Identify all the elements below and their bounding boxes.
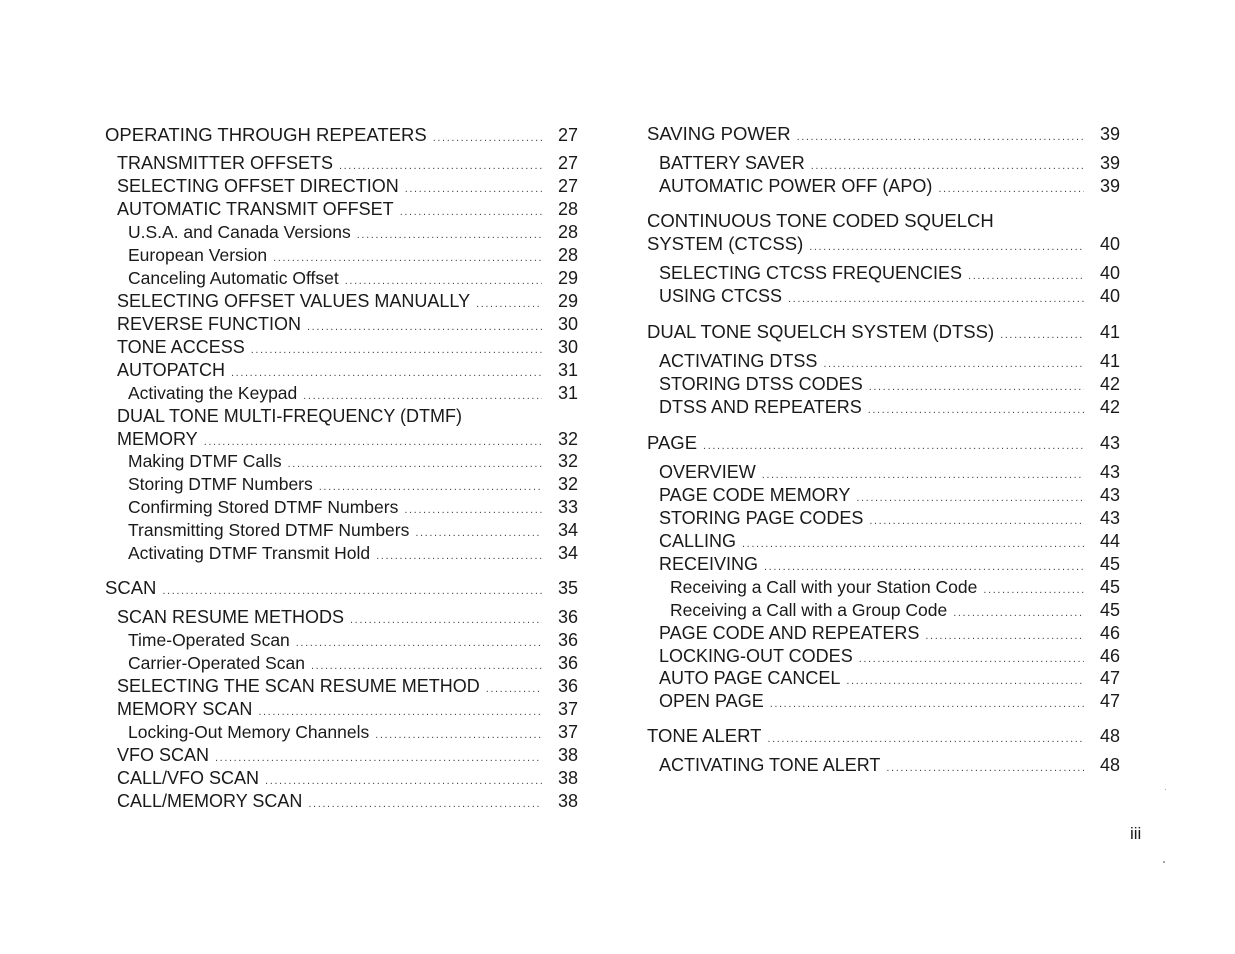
toc-entry-page: 28 [557,222,578,242]
leader-dots [742,538,1084,550]
leader-dots [231,367,542,379]
leader-dots [404,504,542,516]
leader-dots [767,733,1084,745]
toc-entry-title: OVERVIEW [659,462,756,482]
toc-entry-title: U.S.A. and Canada Versions [128,222,351,242]
toc-entry-title: USING CTCSS [659,286,783,306]
leader-dots [869,381,1084,393]
scan-speck [1165,789,1166,790]
toc-entry [647,600,1120,622]
toc-entry-page: 45 [1099,554,1120,574]
toc-entry-title: PAGE CODE AND REPEATERS [659,623,920,643]
toc-entry-title: CALL/VFO SCAN [117,768,260,788]
toc-entry-page: 27 [557,176,578,196]
toc-entry [105,474,578,496]
leader-dots [770,698,1084,710]
toc-entry [647,351,1120,373]
toc-entry-page: 41 [1099,322,1120,342]
toc-entry-title: Transmitting Stored DTMF Numbers [128,520,410,540]
toc-entry-title: DUAL TONE MULTI-FREQUENCY (DTMF) [117,406,463,426]
toc-entry-page: 39 [1099,176,1120,196]
leader-dots [162,585,542,597]
leader-dots [938,183,1084,195]
toc-entry-page: 45 [1099,577,1120,597]
leader-dots [376,550,542,562]
toc-entry [647,668,1120,690]
toc-entry [647,321,1120,343]
leader-dots [339,160,542,172]
toc-entry [647,123,1120,145]
toc-entry-page: 43 [1099,433,1120,453]
toc-entry-title: Receiving a Call with a Group Code [670,600,948,620]
leader-dots [476,298,542,310]
toc-entry-title: PAGE CODE MEMORY [659,485,851,505]
toc-entry-page: 44 [1099,531,1120,551]
toc-entry-title: TONE ALERT [647,725,762,746]
leader-dots [215,752,542,764]
toc-entry-title: STORING DTSS CODES [659,374,863,394]
toc-entry [105,383,578,405]
toc-entry [105,607,578,629]
toc-entry-title: ACTIVATING TONE ALERT [659,755,881,775]
toc-entry-page: 45 [1099,600,1120,620]
toc-entry-page: 34 [557,520,578,540]
toc-entry [105,722,578,744]
toc-entry-page: 39 [1099,124,1120,144]
leader-dots [311,660,542,672]
toc-entry-page: 28 [557,199,578,219]
toc-entry-page: 39 [1099,153,1120,173]
toc-entry-title: SELECTING OFFSET DIRECTION [117,176,399,196]
toc-entry [105,291,578,313]
leader-dots [350,614,542,626]
toc-entry-title: TRANSMITTER OFFSETS [117,153,333,173]
toc-entry-page: 38 [557,745,578,765]
toc-entry-title: RECEIVING [659,554,759,574]
toc-entry [105,429,578,451]
leader-dots [869,515,1084,527]
toc-entry-page: 38 [557,791,578,811]
toc-entry-page: 41 [1099,351,1120,371]
toc-entry [647,508,1120,530]
page-number: iii [1130,824,1142,843]
scan-speck [1163,861,1165,863]
toc-entry-title: DUAL TONE SQUELCH SYSTEM (DTSS) [647,321,995,342]
toc-entry-title: Confirming Stored DTMF Numbers [128,497,399,517]
toc-entry-page: 31 [557,360,578,380]
leader-dots [415,527,542,539]
leader-dots [204,436,542,448]
leader-dots [400,206,542,218]
leader-dots [823,358,1084,370]
toc-entry [105,176,578,198]
toc-entry [647,397,1120,419]
toc-entry [105,497,578,519]
toc-entry [647,432,1120,454]
leader-dots [846,675,1084,687]
leader-dots [968,270,1084,282]
toc-entry [105,360,578,382]
leader-dots [296,637,542,649]
toc-entry [105,199,578,221]
toc-entry-page: 48 [1099,755,1120,775]
leader-dots [762,469,1084,481]
leader-dots [1000,329,1084,341]
toc-entry [647,462,1120,484]
toc-entry [105,543,578,565]
toc-entry-title: Making DTMF Calls [128,451,282,471]
toc-entry-page: 43 [1099,485,1120,505]
toc-entry [105,337,578,359]
leader-dots [307,321,542,333]
toc-entry [647,374,1120,396]
toc-entry [105,314,578,336]
toc-entry-title: SYSTEM (CTCSS) [647,233,804,254]
leader-dots [983,584,1084,596]
toc-entry-page: 38 [557,768,578,788]
toc-entry [647,531,1120,553]
toc-entry [105,124,578,146]
toc-entry-page: 34 [557,543,578,563]
toc-entry-page: 32 [557,429,578,449]
toc-entry-title: PAGE [647,432,698,453]
toc-entry-title: BATTERY SAVER [659,153,805,173]
toc-entry-page: 43 [1099,462,1120,482]
toc-entry-page: 32 [557,474,578,494]
toc-entry-title: LOCKING-OUT CODES [659,646,853,666]
toc-entry-page: 27 [557,153,578,173]
leader-dots [886,762,1084,774]
leader-dots [486,683,542,695]
toc-entry-title: Activating DTMF Transmit Hold [128,543,371,563]
toc-entry-page: 33 [557,497,578,517]
toc-entry [105,791,578,813]
leader-dots [811,160,1084,172]
toc-entry-page: 37 [557,722,578,742]
toc-entry [105,577,578,599]
toc-entry [647,623,1120,645]
leader-dots [433,132,542,144]
toc-entry [647,554,1120,576]
toc-entry-page: 43 [1099,508,1120,528]
toc-entry-title: AUTOMATIC TRANSMIT OFFSET [117,199,394,219]
toc-entry [647,755,1120,777]
leader-dots [319,481,542,493]
toc-entry [647,176,1120,198]
leader-dots [288,458,542,470]
toc-entry [105,745,578,767]
toc-entry-title: AUTOMATIC POWER OFF (APO) [659,176,933,196]
toc-entry-page: 30 [557,314,578,334]
toc-entry-page: 36 [557,630,578,650]
toc-entry-title: CALLING [659,531,737,551]
toc-entry-title: SELECTING OFFSET VALUES MANUALLY [117,291,471,311]
toc-entry-title: SCAN RESUME METHODS [117,607,345,627]
leader-dots [925,630,1084,642]
toc-entry-page: 32 [557,451,578,471]
toc-entry-title: VFO SCAN [117,745,210,765]
toc-entry-page: 36 [557,676,578,696]
leader-dots [265,775,542,787]
toc-entry-page: 42 [1099,397,1120,417]
leader-dots [953,607,1084,619]
toc-entry [105,630,578,652]
toc-entry-page: 30 [557,337,578,357]
toc-entry-title: AUTO PAGE CANCEL [659,668,841,688]
toc-entry-title: Storing DTMF Numbers [128,474,313,494]
toc-entry-page: 48 [1099,726,1120,746]
toc-entry-title: SELECTING CTCSS FREQUENCIES [659,263,963,283]
toc-entry [105,520,578,542]
leader-dots [703,440,1084,452]
toc-entry-page: 40 [1099,286,1120,306]
toc-entry-title: MEMORY SCAN [117,699,253,719]
toc-entry [105,653,578,675]
leader-dots [809,241,1084,253]
toc-entry-title: MEMORY [117,429,198,449]
toc-entry-page: 29 [557,268,578,288]
toc-entry-title: TONE ACCESS [117,337,245,357]
leader-dots [375,729,542,741]
toc-entry-title: CONTINUOUS TONE CODED SQUELCH [647,210,994,231]
toc-entry-page: 31 [557,383,578,403]
toc-entry-title: European Version [128,245,268,265]
toc-entry-page: 40 [1099,234,1120,254]
leader-dots [788,293,1084,305]
toc-entry-page: 46 [1099,646,1120,666]
toc-entry [647,691,1120,713]
toc-entry-title: SAVING POWER [647,123,791,144]
leader-dots [764,561,1084,573]
leader-dots [303,390,542,402]
leader-dots [405,183,542,195]
leader-dots [357,229,542,241]
toc-entry [647,485,1120,507]
leader-dots [868,404,1084,416]
toc-entry [105,222,578,244]
toc-entry [105,153,578,175]
leader-dots [308,798,542,810]
toc-entry-page: 35 [557,578,578,598]
toc-entry [647,646,1120,668]
toc-entry-title: Activating the Keypad [128,383,298,403]
toc-entry [647,725,1120,747]
toc-entry [647,233,1120,255]
toc-entry-title: Carrier-Operated Scan [128,653,306,673]
toc-entry [105,676,578,698]
toc-entry-title: AUTOPATCH [117,360,226,380]
leader-dots [797,131,1084,143]
toc-entry [105,245,578,267]
toc-entry [647,577,1120,599]
toc-entry-title: REVERSE FUNCTION [117,314,302,334]
toc-entry-title: CALL/MEMORY SCAN [117,791,303,811]
toc-entry [105,768,578,790]
toc-entry-page: 36 [557,607,578,627]
leader-dots [856,492,1084,504]
toc-entry-page: 29 [557,291,578,311]
toc-entry-title: STORING PAGE CODES [659,508,864,528]
leader-dots [345,275,542,287]
toc-entry [647,286,1120,308]
toc-entry-page: 27 [557,125,578,145]
toc-entry-title: ACTIVATING DTSS [659,351,818,371]
toc-entry-title: OPEN PAGE [659,691,764,711]
toc-entry-page: 46 [1099,623,1120,643]
toc-entry-page: 42 [1099,374,1120,394]
toc-entry-title: Receiving a Call with your Station Code [670,577,978,597]
toc-entry-page: 40 [1099,263,1120,283]
toc-entry [105,451,578,473]
toc-entry-title: Canceling Automatic Offset [128,268,339,288]
toc-entry-title: Time-Operated Scan [128,630,290,650]
leader-dots [859,653,1084,665]
toc-entry-title: DTSS AND REPEATERS [659,397,862,417]
toc-entry-page: 28 [557,245,578,265]
toc-entry-title: SCAN [105,577,157,598]
toc-entry-title: SELECTING THE SCAN RESUME METHOD [117,676,480,696]
toc-entry-title: Locking-Out Memory Channels [128,722,370,742]
leader-dots [251,344,542,356]
toc-entry-page: 36 [557,653,578,673]
toc-entry-page: 47 [1099,668,1120,688]
toc-entry-page: 47 [1099,691,1120,711]
leader-dots [258,706,542,718]
leader-dots [273,252,542,264]
toc-entry [647,153,1120,175]
toc-entry [105,699,578,721]
toc-entry-title: OPERATING THROUGH REPEATERS [105,124,427,145]
toc-entry [105,268,578,290]
toc-entry-page: 37 [557,699,578,719]
toc-entry [647,263,1120,285]
